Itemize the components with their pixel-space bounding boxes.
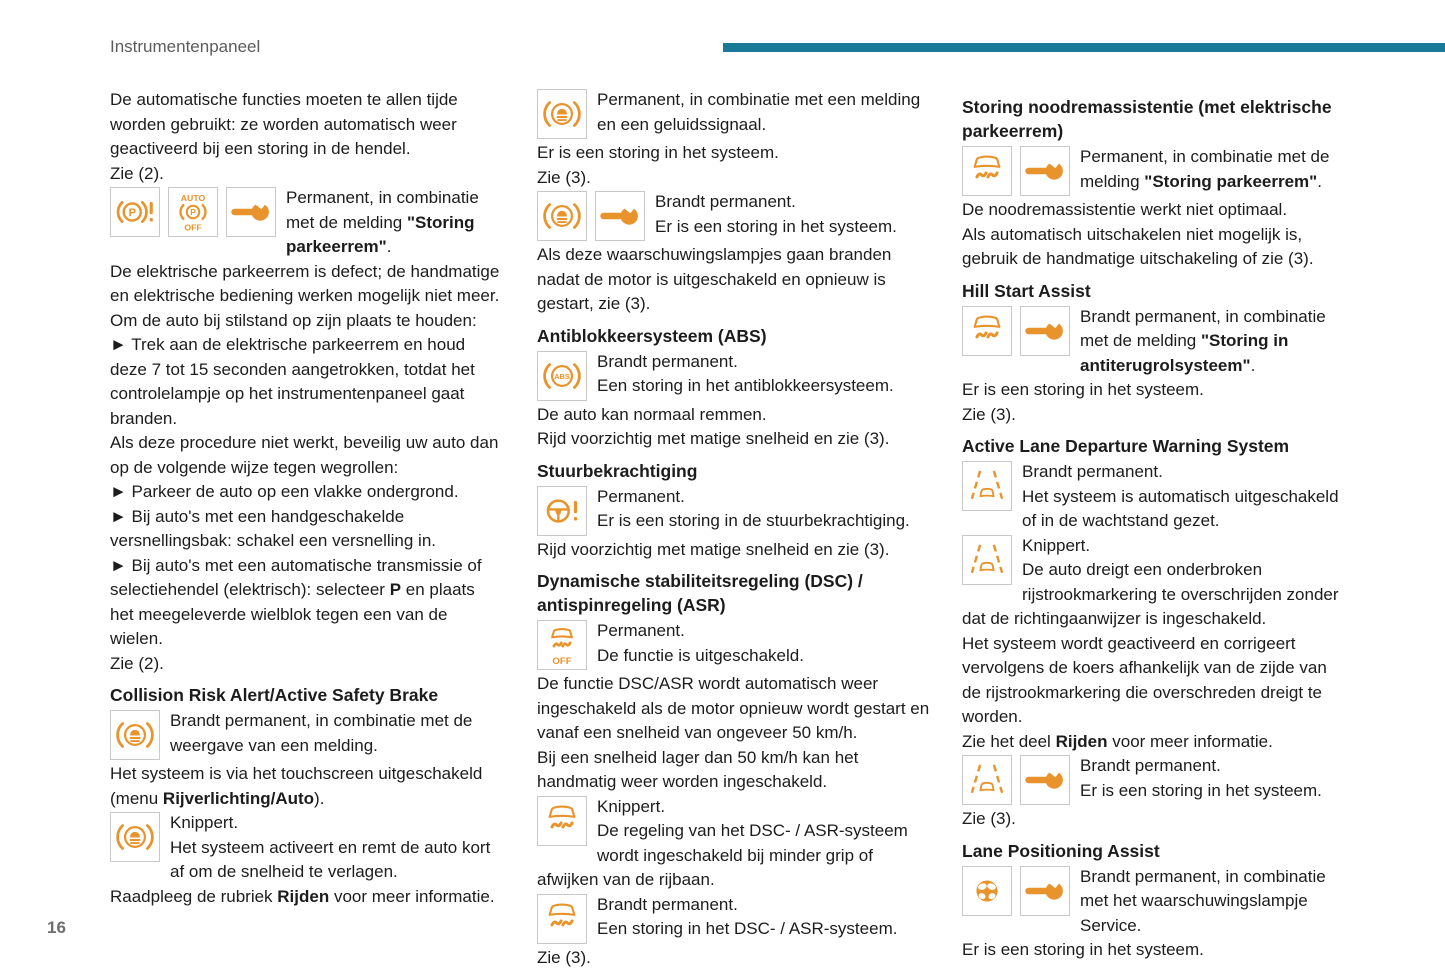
warning-lamp-icons [962,306,1070,356]
warning-lamp-row: Brandt permanent, in combinatie met de melding "Storing in antiterugrolsysteem". [962,305,1346,379]
service-wrench-icon [595,191,645,241]
warning-lamp-icons [962,146,1070,196]
warning-lamp-row: Permanent. Er is een storing in de stuurbekrachtiging. [537,485,935,534]
warning-lamp-icons [537,796,587,846]
paragraph: Als deze waarschuwingslampjes gaan branden nadat de motor is uitgeschakeld en opnieuw is gestart, zie (3). [537,243,935,317]
section-heading: Antiblokkeersysteem (ABS) [537,317,935,350]
paragraph: Rijd voorzichtig met matige snelheid en zie (3). [537,427,935,452]
paragraph: Zie (2). [110,652,502,677]
warning-lamp-icons [537,191,645,241]
active-safety-brake-icon [110,812,160,862]
paragraph: Het systeem wordt geactiveerd en corrigeert vervolgens de koers afhankelijk van de zijde van de rijstrookmarkering die overschreden dreigt te worden. [962,632,1346,730]
warning-lamp-row: Knippert. De auto dreigt een onderbroken rijstrookmarkering te overschrijden zonder dat de richtingaanwijzer is ingeschakeld. [962,534,1346,632]
lane-departure-icon [962,535,1012,585]
section-heading: Dynamische stabiliteitsregeling (DSC) / antispinregeling (ASR) [537,562,935,619]
service-wrench-icon [1020,146,1070,196]
section-heading: Stuurbekrachtiging [537,452,935,485]
active-safety-brake-icon [537,191,587,241]
warning-lamp-row: OFF Permanent. De functie is uitgeschakeld. [537,619,935,668]
section-heading: Collision Risk Alert/Active Safety Brake [110,676,502,709]
parking-brake-alert-icon [110,187,160,237]
paragraph: Als automatisch uitschakelen niet mogelijk is, gebruik de handmatige uitschakeling of zie (3). [962,223,1346,272]
paragraph: Er is een storing in het systeem. [537,141,935,166]
warning-lamp-row: Brandt permanent, in combinatie met de weergave van een melding. [110,709,502,758]
paragraph: De noodremassistentie werkt niet optimaal. [962,198,1346,223]
paragraph: ► Bij auto's met een handgeschakelde versnellingsbak: schakel een versnelling in. [110,505,502,554]
warning-lamp-icons [962,535,1012,585]
column-right [962,88,1346,963]
lane-departure-icon [962,461,1012,511]
content-columns [110,88,1346,970]
warning-lamp-icons [537,620,587,670]
paragraph: De functie DSC/ASR wordt automatisch weer ingeschakeld als de motor opnieuw wordt gestart en vanaf een snelheid van ongeveer 50 km/h. [537,672,935,746]
warning-lamp-row: Permanent, in combinatie met een melding en een geluidssignaal. [537,88,935,137]
service-wrench-icon [1020,755,1070,805]
svg-text:P: P [190,208,196,217]
section-heading: Lane Positioning Assist [962,832,1346,865]
service-wrench-icon [1020,306,1070,356]
warning-lamp-icons [110,187,276,237]
svg-text:AUTO: AUTO [181,193,206,203]
paragraph: Er is een storing in het systeem. [962,378,1346,403]
warning-lamp-icons [962,755,1070,805]
svg-text:ABS: ABS [554,371,570,380]
lane-departure-icon [962,755,1012,805]
column-left [110,88,502,909]
paragraph: Zie het deel Rijden voor meer informatie. [962,730,1346,755]
active-safety-brake-icon [110,710,160,760]
steering-warning-icon [537,486,587,536]
paragraph: Het systeem is via het touchscreen uitgeschakeld (menu Rijverlichting/Auto). [110,762,502,811]
paragraph: De auto kan normaal remmen. [537,403,935,428]
warning-lamp-icons [110,710,160,760]
abs-icon [537,351,587,401]
warning-lamp-row: ABS Brandt permanent. Een storing in het antiblokkeersysteem. [537,350,935,399]
paragraph: Rijd voorzichtig met matige snelheid en zie (3). [537,538,935,563]
section-heading: Active Lane Departure Warning System [962,427,1346,460]
paragraph: Om de auto bij stilstand op zijn plaats te houden: [110,309,502,334]
warning-lamp-icons [537,89,587,139]
paragraph: Raadpleeg de rubriek Rijden voor meer informatie. [110,885,502,910]
warning-lamp-icons [110,812,160,862]
esc-icon [537,796,587,846]
section-heading: Storing noodremassistentie (met elektrische parkeerrem) [962,88,1346,145]
steering-assist-icon [962,866,1012,916]
page-number: 16 [47,918,66,938]
paragraph: De elektrische parkeerrem is defect; de handmatige en elektrische bediening werken mogelijk niet meer. [110,260,502,309]
warning-lamp-icons [537,351,587,401]
warning-lamp-icons [537,486,587,536]
service-wrench-icon [226,187,276,237]
warning-lamp-row: Brandt permanent. Een storing in het DSC- / ASR-systeem. [537,893,935,942]
warning-lamp-row: Brandt permanent, in combinatie met het waarschuwingslampje Service. [962,865,1346,939]
warning-lamp-icons [962,461,1012,511]
svg-text:OFF: OFF [184,222,201,232]
paragraph: Zie (3). [537,946,935,970]
warning-lamp-row: Knippert. Het systeem activeert en remt de auto kort af om de snelheid te verlagen. [110,811,502,885]
svg-text:P: P [129,207,136,219]
paragraph: De automatische functies moeten te allen tijde worden gebruikt: ze worden automatisch weer geactiveerd bij een storing in de hendel. [110,88,502,162]
warning-lamp-row: Permanent, in combinatie met de melding "Storing parkeerrem". [962,145,1346,194]
auto-parking-off-icon [168,187,218,237]
paragraph: ► Parkeer de auto op een vlakke ondergrond. [110,480,502,505]
esc-off-icon [537,620,587,670]
paragraph: Zie (3). [962,807,1346,832]
warning-lamp-row: Brandt permanent. Er is een storing in het systeem. [962,754,1346,803]
paragraph: Er is een storing in het systeem. [962,938,1346,963]
esc-icon [962,146,1012,196]
warning-lamp-icons [537,894,587,944]
paragraph: ► Trek aan de elektrische parkeerrem en houd deze 7 tot 15 seconden aangetrokken, totdat het controlelampje op het instrumentenpaneel gaat branden. [110,333,502,431]
warning-lamp-row: P AUTO P OFF Permanent, in combinatie met de melding "Storing parkeerrem". [110,186,502,260]
paragraph: Zie (3). [962,403,1346,428]
esc-icon [962,306,1012,356]
column-middle [537,88,935,970]
warning-lamp-row: Brandt permanent. Het systeem is automatisch uitgeschakeld of in de wachtstand gezet. [962,460,1346,534]
service-wrench-icon [1020,866,1070,916]
esc-icon [537,894,587,944]
page-header-title: Instrumentenpaneel [110,37,260,57]
paragraph: ► Bij auto's met een automatische transmissie of selectiehendel (elektrisch): selecteer P en plaats het meegeleverde wielblok tegen een van de wielen. [110,554,502,652]
svg-text:OFF: OFF [552,656,571,667]
header-accent-bar [723,43,1445,52]
warning-lamp-row: Brandt permanent. Er is een storing in het systeem. [537,190,935,239]
warning-lamp-icons [962,866,1070,916]
warning-lamp-row: Knippert. De regeling van het DSC- / ASR-systeem wordt ingeschakeld bij minder grip of afwijken van de rijbaan. [537,795,935,893]
section-heading: Hill Start Assist [962,272,1346,305]
paragraph: Zie (3). [537,166,935,191]
paragraph: Bij een snelheid lager dan 50 km/h kan het handmatig weer worden ingeschakeld. [537,746,935,795]
active-safety-brake-icon [537,89,587,139]
paragraph: Zie (2). [110,162,502,187]
paragraph: Als deze procedure niet werkt, beveilig uw auto dan op de volgende wijze tegen wegrollen: [110,431,502,480]
